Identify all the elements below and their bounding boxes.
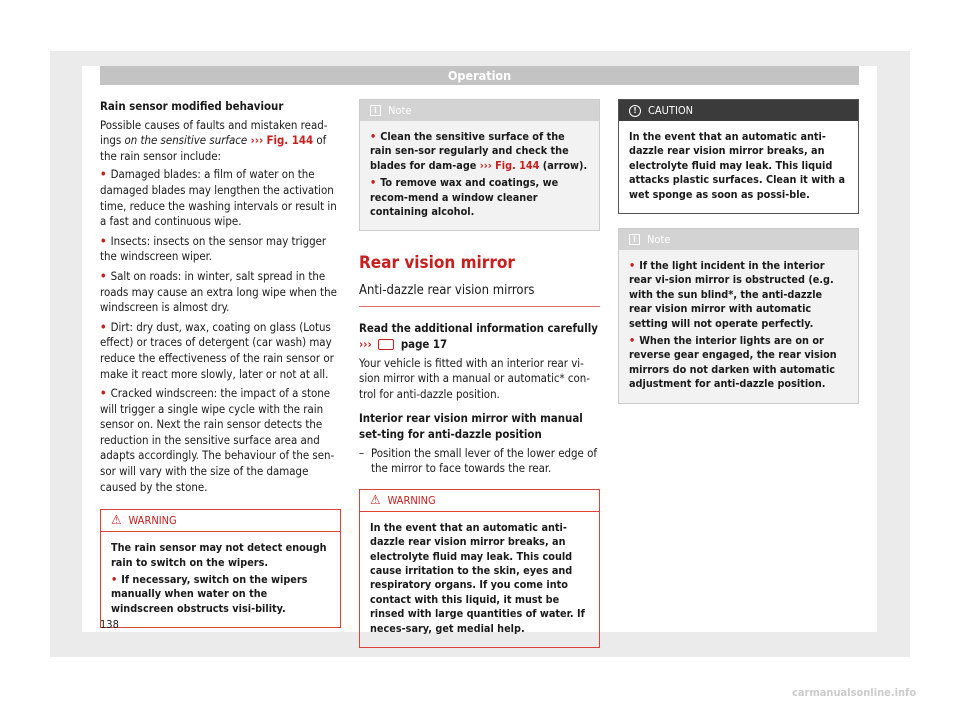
intro-paragraph <box>100 118 341 165</box>
note-bullet <box>629 334 848 392</box>
warning-text: In the event that an automatic anti-dazzle rear vision mirror breaks, an electrolyte fluid may leak. This could cause irritation to the skin, eyes and respiratory organs. If you come into contact with this liquid, it must be rinsed with large quantities of water. If neces-sary, get medial help. <box>370 520 585 635</box>
info-icon: i <box>370 105 381 116</box>
note-header <box>360 100 599 121</box>
read-info <box>359 321 600 352</box>
warning-triangle-icon: ⚠ <box>111 513 122 529</box>
warning-body <box>360 512 599 647</box>
note-body <box>360 121 599 230</box>
intro-text-end: of the rain sensor include: <box>100 133 327 163</box>
note-box <box>618 228 859 404</box>
bullet-list <box>100 167 341 495</box>
column-3 <box>618 99 859 418</box>
note-bullet <box>370 130 589 173</box>
bullet-icon: • <box>100 386 107 401</box>
subsection-heading: Interior rear vision mirror with manual set-ting for anti-dazzle position <box>359 411 583 441</box>
bullet-icon: • <box>100 319 107 334</box>
read-info-text: Read the additional information carefully <box>359 321 598 336</box>
bullet-icon: • <box>370 176 377 190</box>
caution-label: CAUTION <box>648 104 694 117</box>
note-text: If the light incident in the interior rear vi-sion mirror is obstructed (e.g. with the sun blind*, the anti-dazzle rear vision mirror with automatic setting will not operate perfectly. <box>629 259 834 330</box>
list-item-text: Position the small lever of the lower edge of the mirror to face towards the rear. <box>371 445 597 476</box>
bullet-icon: • <box>111 573 118 587</box>
note-bullet <box>629 259 848 331</box>
list-item <box>100 167 341 229</box>
page-header: Operation <box>100 66 859 85</box>
list-item <box>100 320 341 382</box>
exclamation-circle-icon: ! <box>629 105 641 117</box>
dash-marker: – <box>359 445 365 460</box>
column-2 <box>359 99 600 662</box>
list-item-text: Damaged blades: a film of water on the damaged blades may lengthen the activation time, reduce the washing intervals or result in a fast and continuous wipe. <box>100 167 337 229</box>
bullet-icon: • <box>629 334 636 348</box>
warning-label: WARNING <box>128 514 177 528</box>
list-item <box>100 234 341 265</box>
book-icon <box>378 339 394 350</box>
list-item-text: Cracked windscreen: the impact of a stone will trigger a single wipe cycle with the rain sensor on. Next the rain sensor detects the reduction in the sensitive surface area and adapts accordingly. The behaviour of the sen-sor will vary with the size of the damage caused by the stone. <box>100 386 335 494</box>
reference-arrows: ››› <box>250 133 264 148</box>
warning-bullet-text: If necessary, switch on the wipers manually when water on the windscreen obstructs visi-bility. <box>111 573 308 615</box>
section-title: Rear vision mirror <box>359 253 515 274</box>
bullet-icon: • <box>100 233 107 248</box>
watermark: carmanualsonline.info <box>792 686 917 699</box>
caution-header <box>619 100 858 121</box>
warning-bullet <box>111 573 330 616</box>
warning-text: The rain sensor may not detect enough rain to switch on the wipers. <box>111 541 327 569</box>
list-item <box>100 269 341 316</box>
note-box <box>359 99 600 231</box>
note-text: Clean the sensitive surface of the rain sen-sor regularly and check the blades for dam-age <box>370 130 569 172</box>
page-link[interactable]: page 17 <box>400 337 448 352</box>
bullet-icon: • <box>629 259 636 273</box>
sub-title: Anti-dazzle rear vision mirrors <box>359 283 600 307</box>
note-header <box>619 229 858 250</box>
info-icon: i <box>629 234 640 245</box>
list-item-text: Salt on roads: in winter, salt spread in the roads may cause an extra long wipe when the windscreen is almost dry. <box>100 268 337 315</box>
list-item <box>359 446 600 477</box>
section-heading: Rain sensor modified behaviour <box>100 99 284 113</box>
warning-box <box>100 509 341 628</box>
list-item <box>100 386 341 495</box>
list-item-text: Dirt: dry dust, wax, coating on glass (Lotus effect) or traces of detergent (car wash) may reduce the effectiveness of the rain sensor or make it react more slowly, later or not at all. <box>100 319 334 381</box>
bullet-icon: • <box>370 130 377 143</box>
warning-header <box>360 490 599 512</box>
warning-box <box>359 489 600 648</box>
caution-body <box>619 121 858 213</box>
page-number: 138 <box>100 618 119 631</box>
caution-text: In the event that an automatic anti-dazzle rear vision mirror breaks, an electrolyte fluid may leak. This liquid attacks plastic surfaces. Clean it with a wet sponge as soon as possi-ble. <box>629 130 846 201</box>
warning-triangle-icon: ⚠ <box>370 492 381 508</box>
note-text: When the interior lights are on or reverse gear engaged, the rear vision mirrors do not darken with automatic adjustment for anti-dazzle position. <box>629 334 837 391</box>
warning-body <box>101 532 340 627</box>
body-paragraph: Your vehicle is fitted with an interior rear vi-sion mirror with a manual or automatic* con-trol for anti-dazzle position. <box>359 355 590 401</box>
column-1 <box>100 99 341 642</box>
note-text: To remove wax and coatings, we recom-mend a window cleaner containing alcohol. <box>370 176 559 219</box>
warning-label: WARNING <box>387 493 436 507</box>
warning-header <box>101 510 340 532</box>
note-label: Note <box>388 104 412 117</box>
note-text-end: (arrow). <box>539 158 588 172</box>
bullet-icon: • <box>100 268 107 283</box>
list-item-text: Insects: insects on the sensor may trigger the windscreen wiper. <box>100 233 327 264</box>
reference-arrows: ››› <box>479 158 492 172</box>
note-bullet <box>370 176 589 219</box>
note-body <box>619 250 858 403</box>
note-label: Note <box>647 233 671 247</box>
bullet-icon: • <box>100 167 107 182</box>
figure-link[interactable]: Fig. 144 <box>491 158 540 172</box>
reference-arrows: ››› <box>359 337 372 352</box>
figure-link[interactable]: Fig. 144 <box>266 133 314 148</box>
caution-box <box>618 99 859 214</box>
intro-italic: on the sensitive surface <box>124 133 248 148</box>
intro-text: Possible causes of faults and mistaken read-ings <box>100 117 328 148</box>
